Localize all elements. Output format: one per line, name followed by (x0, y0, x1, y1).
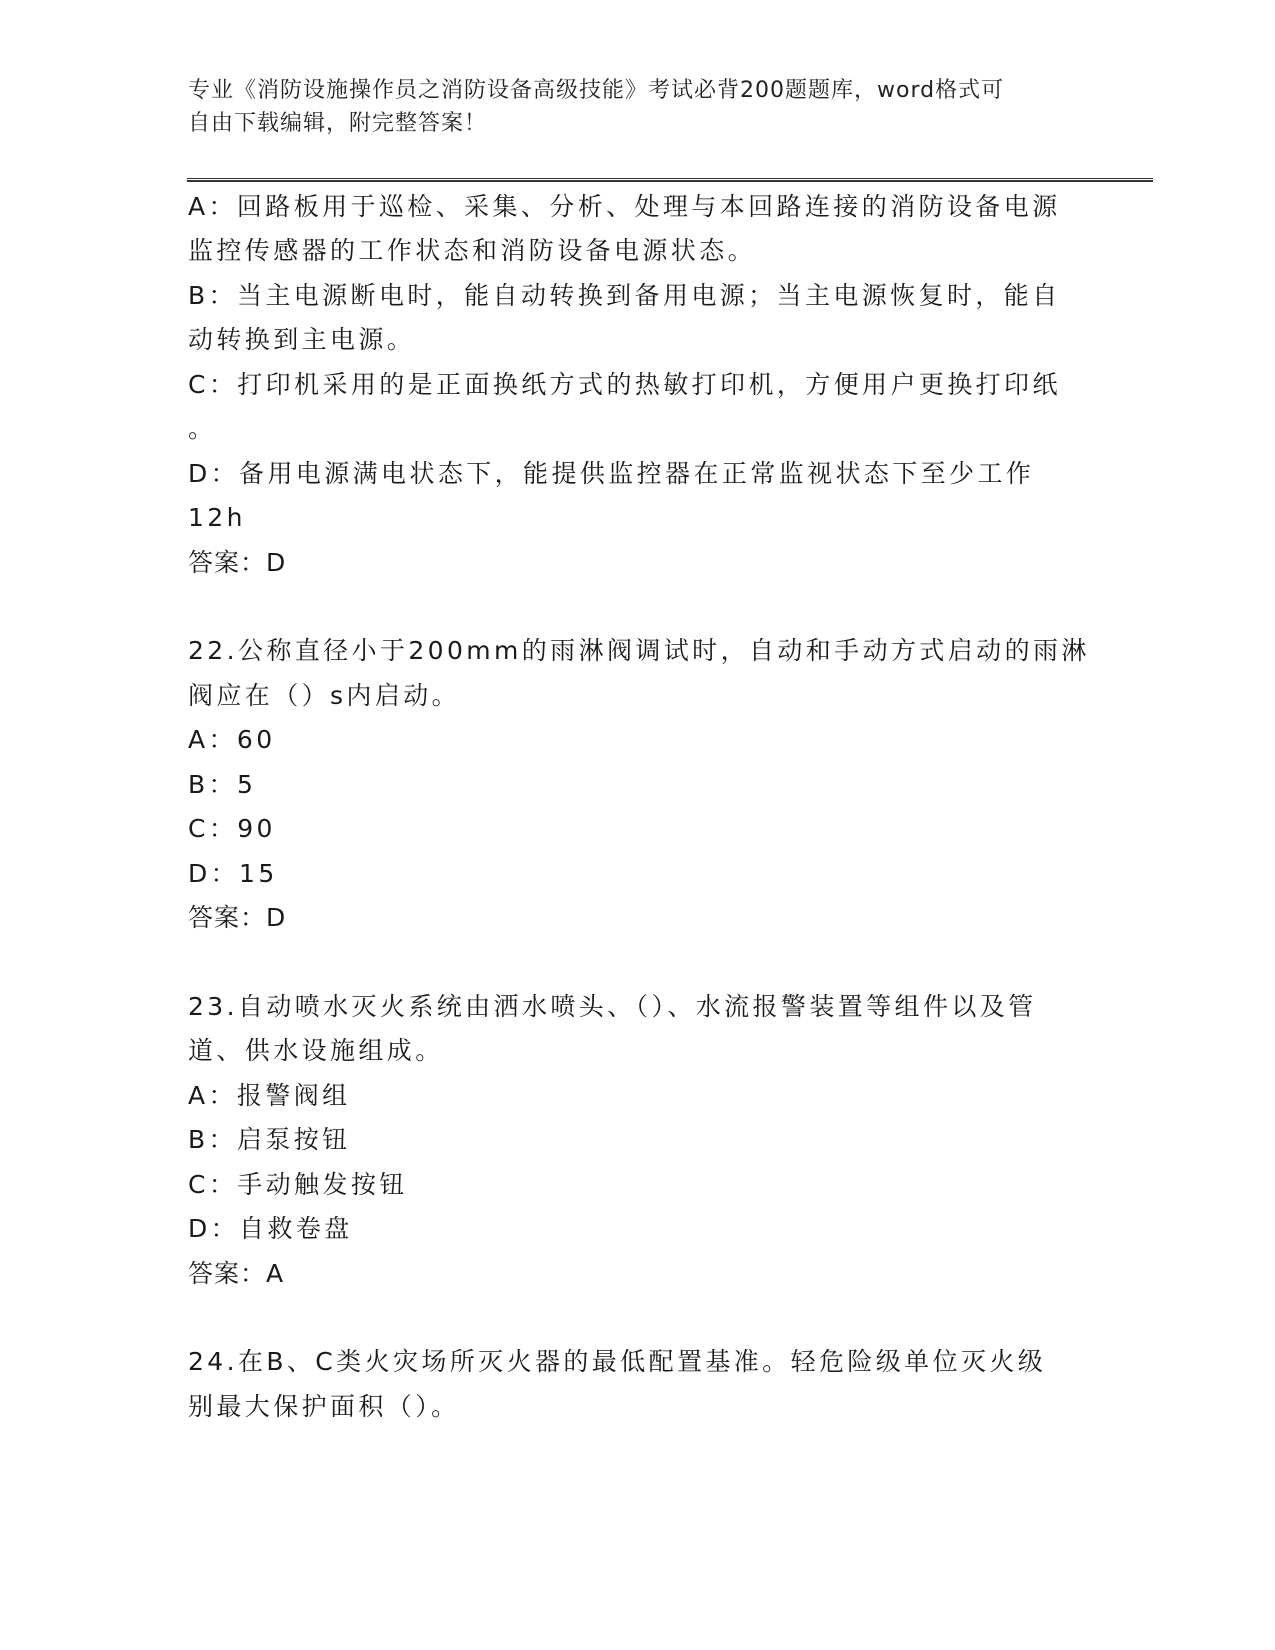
q21-option-c-line-1: C：打印机采用的是正面换纸方式的热敏打印机，方便用户更换打印纸 (188, 370, 1061, 399)
q21-option-c-line-2: 。 (188, 414, 217, 443)
header-line-2: 自由下载编辑，附完整答案！ (188, 111, 488, 136)
q21-option-d-line-2: 12h (188, 503, 246, 532)
q24-stem-line-1: 24.在B、C类火灾场所灭火器的最低配置基准。轻危险级单位灭火级 (188, 1347, 1047, 1376)
q22-stem-line-2: 阀应在（）s内启动。 (188, 681, 461, 710)
q23-option-b: B：启泵按钮 (188, 1125, 351, 1154)
header-line-1: 专业《消防设施操作员之消防设备高级技能》考试必背200题题库，word格式可 (188, 78, 1005, 103)
q23-stem-line-1: 23.自动喷水灭火系统由洒水喷头、（）、水流报警装置等组件以及管 (188, 992, 1037, 1021)
q21-option-b-line-2: 动转换到主电源。 (188, 325, 416, 354)
q21-option-d-line-1: D：备用电源满电状态下，能提供监控器在正常监视状态下至少工作 (188, 459, 1035, 488)
q22-option-b: B：5 (188, 770, 257, 799)
q22-option-d: D：15 (188, 859, 278, 888)
document-header (188, 74, 1068, 140)
q22-option-a: A：60 (188, 725, 276, 754)
q23-stem-line-2: 道、供水设施组成。 (188, 1036, 444, 1065)
q21-option-b-line-1: B：当主电源断电时，能自动转换到备用电源；当主电源恢复时，能自 (188, 281, 1061, 310)
q22-stem-line-1: 22.公称直径小于200mm的雨淋阀调试时，自动和手动方式启动的雨淋 (188, 636, 1090, 665)
q23-option-a: A：报警阀组 (188, 1081, 351, 1110)
q22-option-c: C：90 (188, 814, 276, 843)
q23-option-d: D：自救卷盘 (188, 1214, 353, 1243)
q21-answer: 答案：D (188, 548, 287, 577)
q23-answer: 答案：A (188, 1259, 285, 1288)
q21-option-a-line-1: A：回路板用于巡检、采集、分析、处理与本回路连接的消防设备电源 (188, 192, 1061, 221)
q23-option-c: C：手动触发按钮 (188, 1170, 408, 1199)
header-divider (187, 178, 1153, 182)
q24-stem-line-2: 别最大保护面积（）。 (188, 1392, 460, 1421)
q21-option-a-line-2: 监控传感器的工作状态和消防设备电源状态。 (188, 236, 757, 265)
q22-answer: 答案：D (188, 903, 287, 932)
